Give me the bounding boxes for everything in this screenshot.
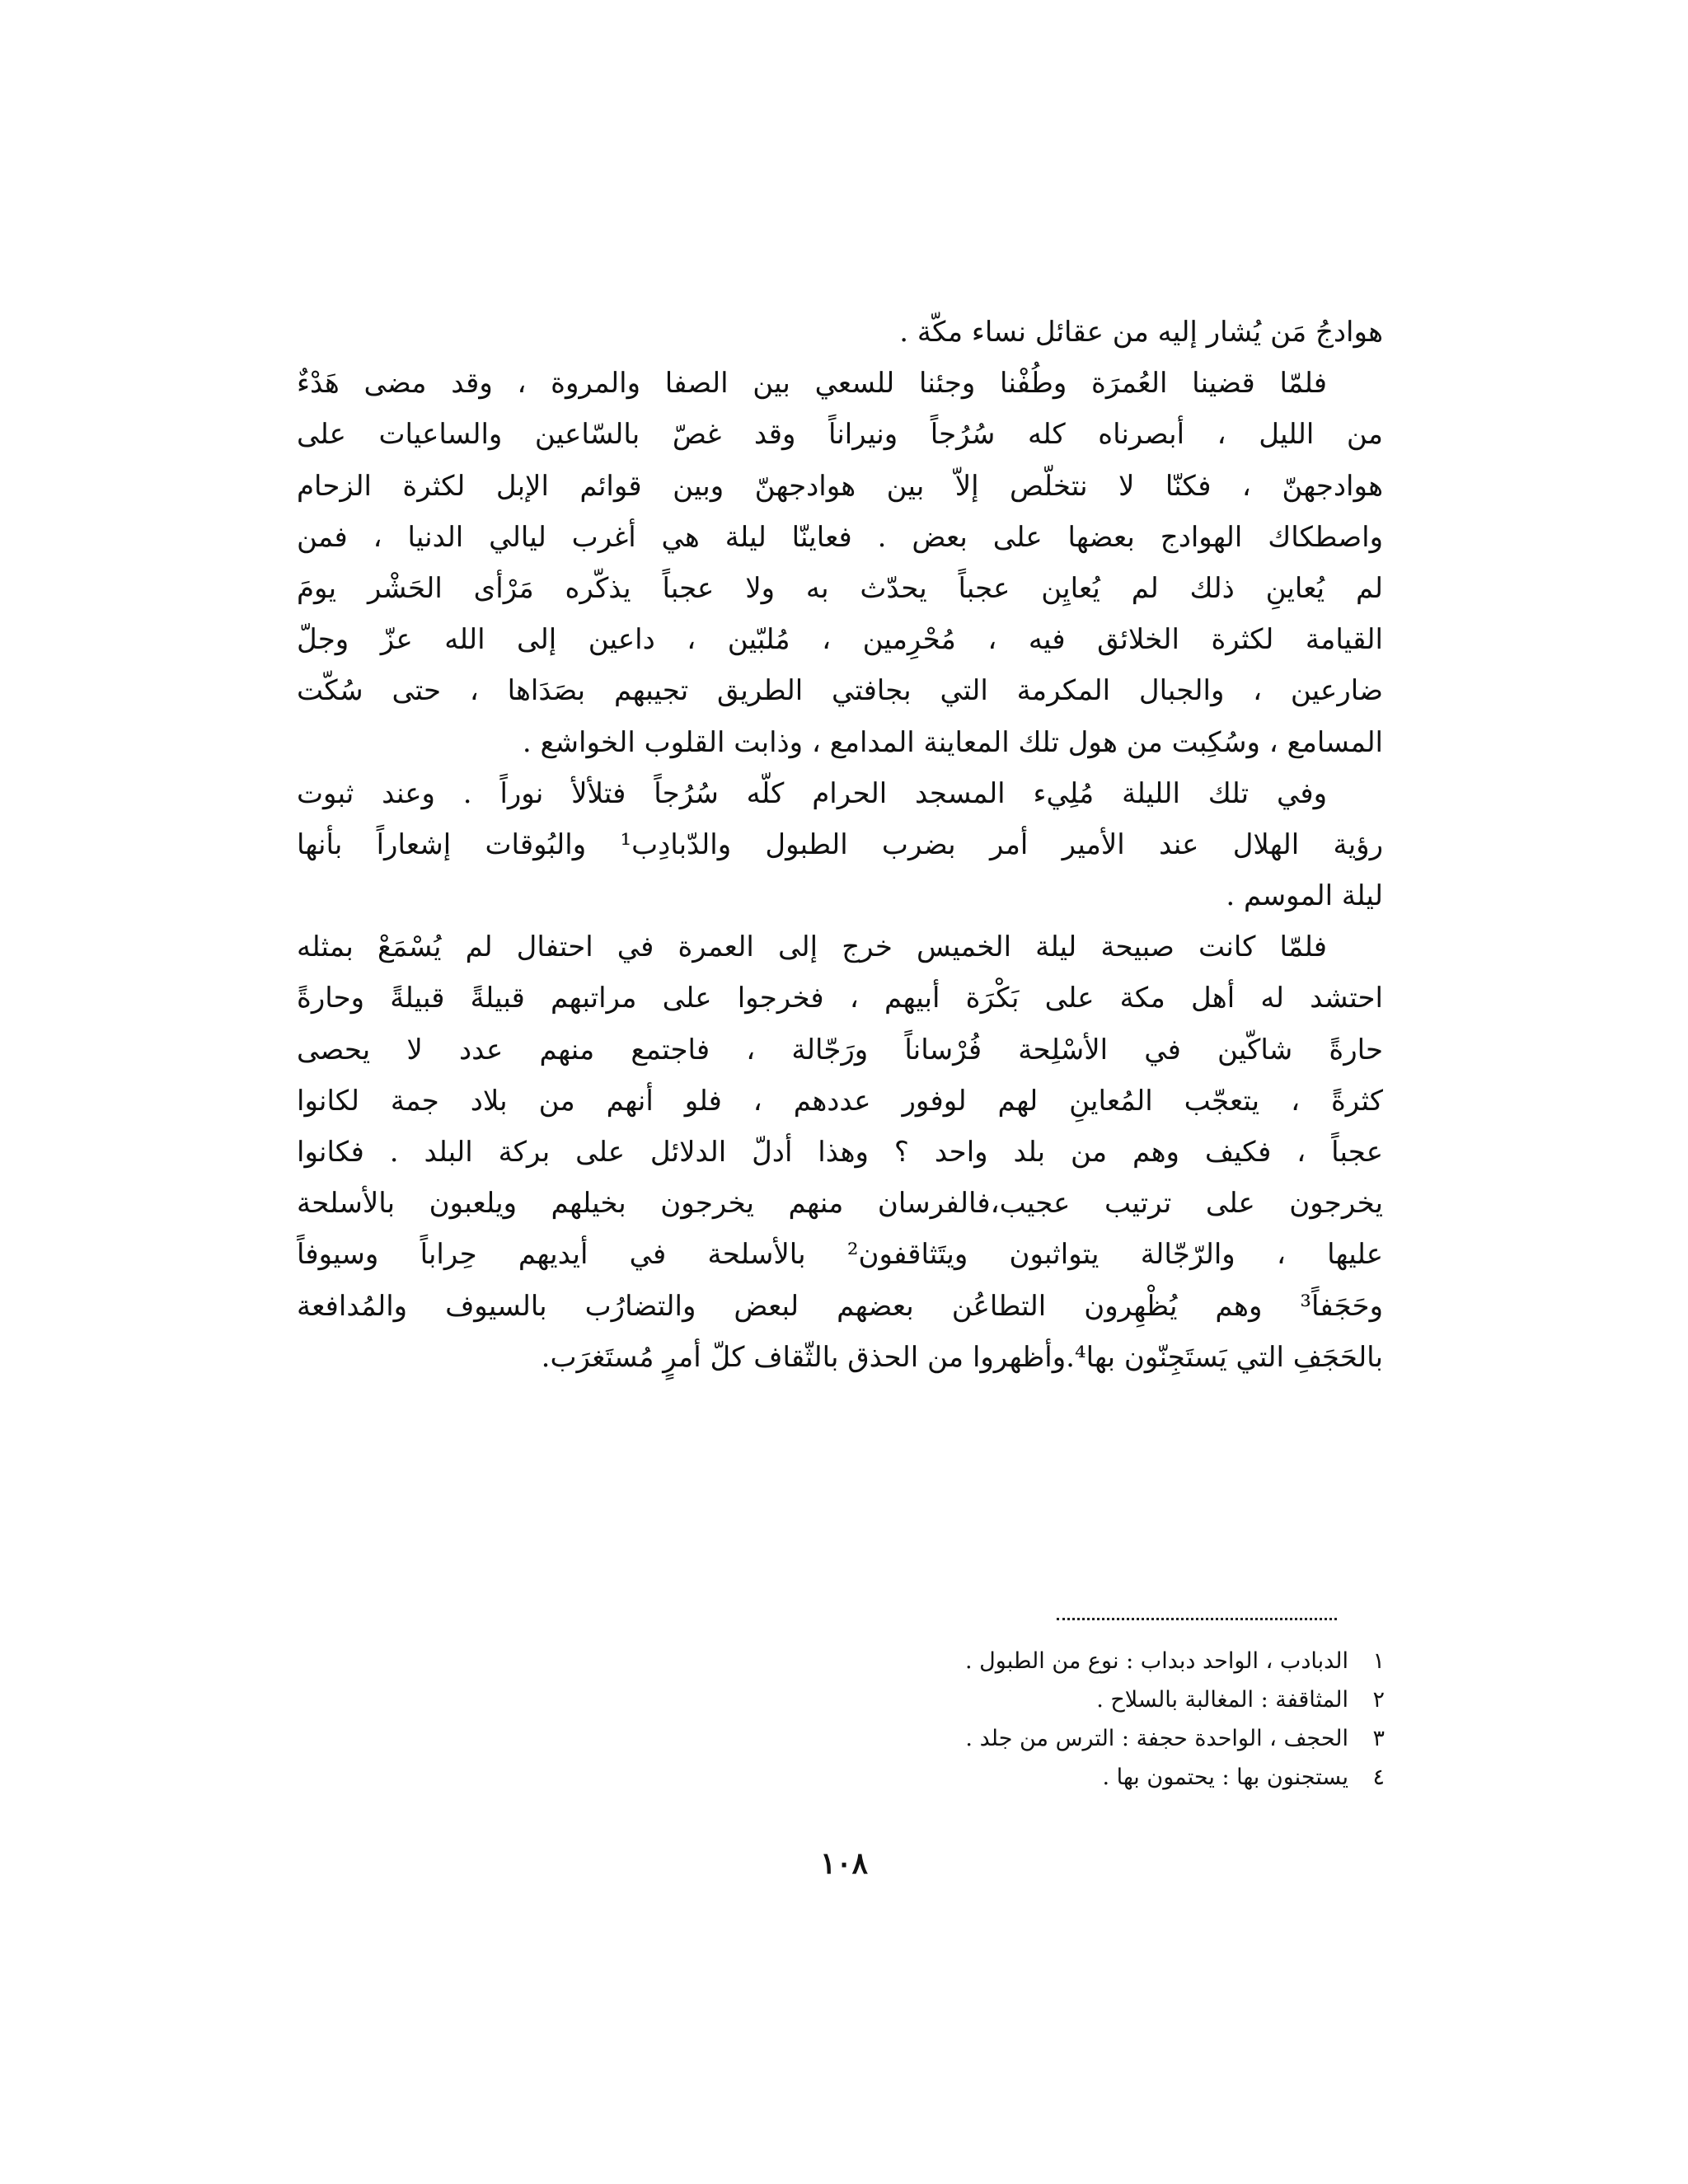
text-line: واصطكاك الهوادج بعضها على بعض . فعاينّا ليلة هي أغرب ليالي الدنيا ، فمن <box>297 520 1383 554</box>
text-line: فلمّا كانت صبيحة ليلة الخميس خرج إلى العمرة في احتفال لم يُسْمَعْ بمثله <box>297 930 1327 964</box>
text-line: ليلة الموسم . <box>1226 879 1383 913</box>
footnote <box>742 1719 1385 1758</box>
text-line: بالحَجَفِ التي يَستَجِنّون بها⁴.وأظهروا من الحذق بالثّقاف كلّ أمرٍ مُستَغرَب. <box>541 1340 1383 1374</box>
text-line: عليها ، والرّجّالة يتواثبون ويتَثاقفون² بالأسلحة في أيديهم حِراباً وسيوفاً <box>297 1238 1383 1272</box>
body-text <box>297 307 1383 1383</box>
footnote-number: ٤ <box>1372 1765 1385 1790</box>
text-line: وفي تلك الليلة مُلِيء المسجد الحرام كلّه سُرُجاً فتلألأ نوراً . وعند ثبوت <box>297 776 1327 810</box>
text-line: رؤية الهلال عند الأمير أمر بضرب الطبول والدّبادِب¹ والبُوقات إشعاراً بأنها <box>297 827 1383 861</box>
text-line: يخرجون على ترتيب عجيب،فالفرسان منهم يخرجون بخيلهم ويلعبون بالأسلحة <box>297 1187 1383 1221</box>
text-line: المسامع ، وسُكِبت من هول تلك المعاينة المدامع ، وذابت القلوب الخواشع . <box>522 725 1383 759</box>
footnote-text: الحجف ، الواحدة حجفة : الترس من جلد . <box>965 1726 1348 1751</box>
text-line: حارةً شاكّين في الأسْلِحة فُرْساناً ورَجّالة ، فاجتمع منهم عدد لا يحصى <box>297 1033 1383 1066</box>
footnote-number: ٣ <box>1372 1726 1385 1751</box>
footnote <box>742 1642 1385 1680</box>
text-line: لم يُعاينِ ذلك لم يُعايِن عجباً يحدّث به ولا عجباً يذكّره مَرْأى الحَشْر يومَ <box>297 571 1383 605</box>
footnote-text: المثاقفة : المغالبة بالسلاح . <box>1096 1687 1348 1713</box>
footnote <box>742 1758 1385 1797</box>
footnote <box>742 1680 1385 1719</box>
footnote-text: يستجنون بها : يحتمون بها . <box>1102 1765 1348 1790</box>
text-line: كثرةً ، يتعجّب المُعاينِ لهم لوفور عددهم ، فلو أنهم من بلاد جمة لكانوا <box>297 1084 1383 1118</box>
footnote-divider <box>1057 1618 1337 1620</box>
text-line: فلمّا قضينا العُمرَة وطُفْنا وجئنا للسعي بين الصفا والمروة ، وقد مضى هَدْءٌ <box>297 367 1327 401</box>
page-number: ١٠٨ <box>819 1846 868 1881</box>
text-line: عجباً ، فكيف وهم من بلد واحد ؟ وهذا أدلّ الدلائل على بركة البلد . فكانوا <box>297 1136 1383 1169</box>
text-line: هوادجُ مَن يُشار إليه من عقائل نساء مكّة . <box>899 316 1383 349</box>
text-line: وحَجَفاً³ وهم يُظْهِرون التطاعُن بعضهم لبعض والتضارُب بالسيوف والمُدافعة <box>297 1289 1383 1323</box>
text-line: هوادجهنّ ، فكنّا لا نتخلّص إلاّ بين هوادجهنّ وبين قوائم الإبل لكثرة الزحام <box>297 469 1383 503</box>
text-line: احتشد له أهل مكة على بَكْرَة أبيهم ، فخرجوا على مراتبهم قبيلةً قبيلةً وحارةً <box>297 982 1383 1015</box>
text-line: ضارعين ، والجبال المكرمة التي بجافتي الطريق تجيبهم بصَدَاها ، حتى سُكّت <box>297 674 1383 708</box>
footnote-number: ٢ <box>1372 1687 1385 1713</box>
text-line: من الليل ، أبصرناه كله سُرُجاً ونيراناً وقد غصّ بالسّاعين والساعيات على <box>297 418 1383 452</box>
footnote-text: الدبادب ، الواحد دبداب : نوع من الطبول . <box>965 1648 1348 1674</box>
text-line: القيامة لكثرة الخلائق فيه ، مُحْرِمين ، مُلبّين ، داعين إلى الله عزّ وجلّ <box>297 623 1383 657</box>
footnote-number: ١ <box>1372 1648 1385 1674</box>
footnotes <box>742 1642 1385 1797</box>
